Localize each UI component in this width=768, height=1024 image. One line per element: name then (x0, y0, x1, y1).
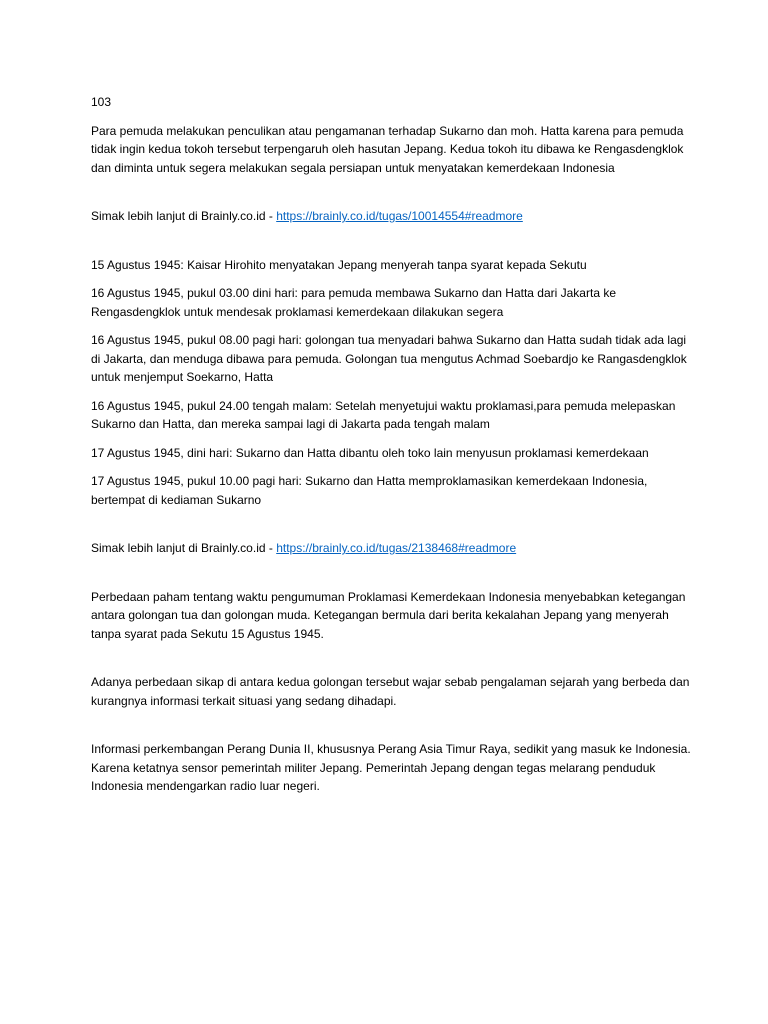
spacer (91, 568, 691, 588)
spacer (91, 236, 691, 256)
page-number: 103 (91, 95, 112, 109)
source-prefix: Simak lebih lanjut di Brainly.co.id - (91, 209, 277, 223)
spacer (91, 720, 691, 740)
timeline-item-6: 17 Agustus 1945, pukul 10.00 pagi hari: Sukarno dan Hatta memproklamasikan kemerdekaan Indonesia, bertempat di kediaman Sukarno (91, 474, 648, 507)
body-paragraph-3: Informasi perkembangan Perang Dunia II, khususnya Perang Asia Timur Raya, sedikit yang masuk ke Indonesia. Karena ketatnya sensor pemerintah militer Jepang. Pemerintah Jepang dengan tegas melarang penduduk Indonesia mendengarkan radio luar negeri. (91, 742, 691, 793)
body-paragraph-1: Perbedaan paham tentang waktu pengumuman Proklamasi Kemerdekaan Indonesia menyebabkan ketegangan antara golongan tua dan golongan muda. Ketegangan bermula dari berita kekalahan Jepang yang menyerah tanpa syarat pada Sekutu 15 Agustus 1945. (91, 589, 686, 641)
timeline-item-3: 16 Agustus 1945, pukul 08.00 pagi hari: golongan tua menyadari bahwa Sukarno dan Hatta sudah tidak ada lagi di Jakarta, dan menduga dibawa para pemuda. Golongan tua mengutus Achmad Soebardjo ke Rangasdengklok untuk menjemput Soekarno, Hatta (91, 333, 687, 384)
timeline-item-2: 16 Agustus 1945, pukul 03.00 dini hari: para pemuda membawa Sukarno dan Hatta dari Jakarta ke Rengasdengklok untuk mendesak proklamasi kemerdekaan dilakukan segera (91, 286, 616, 319)
spacer (91, 187, 691, 207)
document-page (91, 93, 691, 806)
source-line-2 (91, 539, 691, 558)
source-prefix: Simak lebih lanjut di Brainly.co.id - (91, 541, 277, 555)
intro-paragraph: Para pemuda melakukan penculikan atau pengamanan terhadap Sukarno dan moh. Hatta karena para pemuda tidak ingin kedua tokoh tersebut terpengaruh oleh hasutan Jepang. Kedua tokoh itu dibawa ke Rengasdengklok dan diminta untuk segera melakukan segala persiapan untuk menyatakan kemerdekaan Indonesia (91, 123, 684, 175)
spacer (91, 519, 691, 539)
source-link-1[interactable]: https://brainly.co.id/tugas/10014554#readmore (276, 209, 523, 223)
timeline-item-4: 16 Agustus 1945, pukul 24.00 tengah malam: Setelah menyetujui waktu proklamasi,para pemuda melepaskan Sukarno dan Hatta, dan mereka sampai lagi di Jakarta pada tengah malam (91, 398, 676, 431)
source-line-1 (91, 207, 691, 226)
timeline-item-5: 17 Agustus 1945, dini hari: Sukarno dan Hatta dibantu oleh toko lain menyusun proklamasi kemerdekaan (91, 445, 649, 460)
spacer (91, 653, 691, 673)
source-link-2[interactable]: https://brainly.co.id/tugas/2138468#readmore (276, 541, 517, 555)
timeline-item-1: 15 Agustus 1945: Kaisar Hirohito menyatakan Jepang menyerah tanpa syarat kepada Sekutu (91, 257, 587, 272)
body-paragraph-2: Adanya perbedaan sikap di antara kedua golongan tersebut wajar sebab pengalaman sejarah yang berbeda dan kurangnya informasi terkait situasi yang sedang dihadapi. (91, 675, 690, 708)
